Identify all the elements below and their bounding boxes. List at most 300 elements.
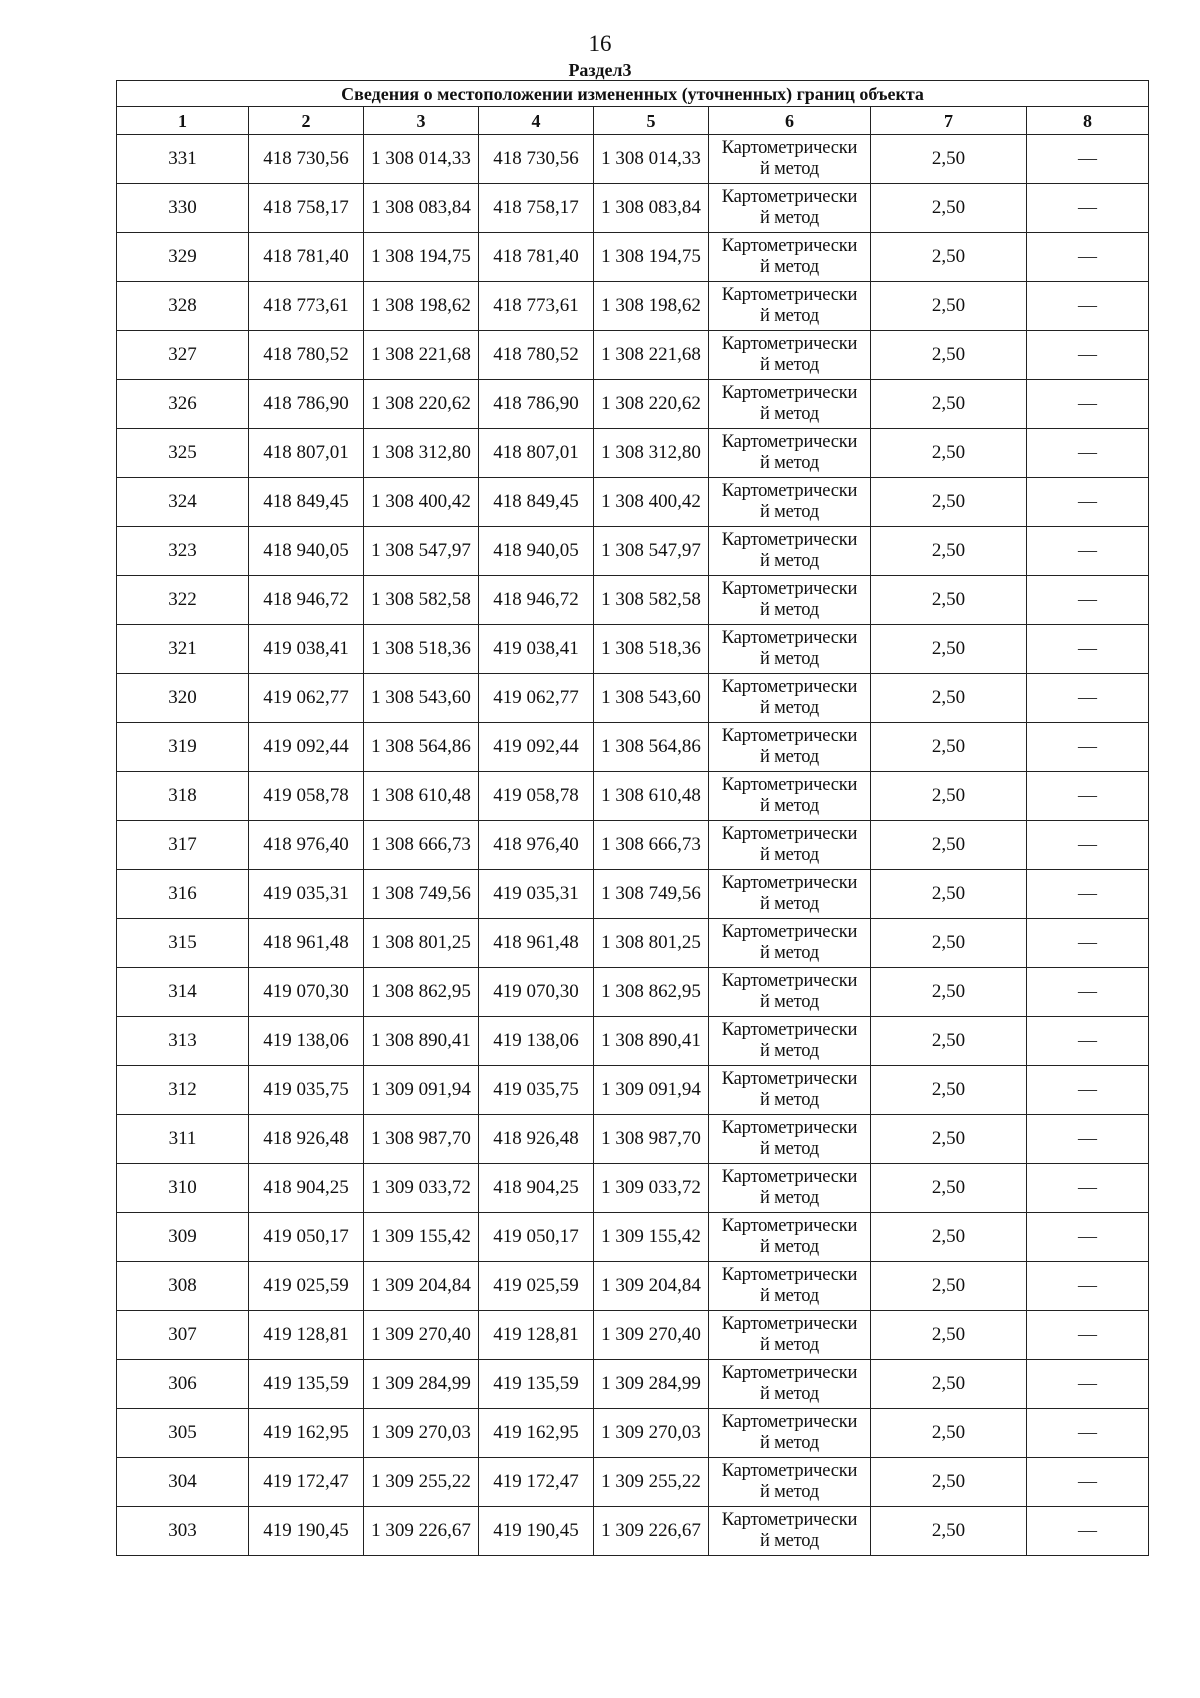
table-row: [117, 821, 1149, 870]
note-cell: —: [1027, 1213, 1149, 1262]
x-refined-cell: 419 128,81: [479, 1311, 594, 1360]
method-line-1: Картометрически: [721, 1265, 858, 1285]
x-refined-cell: 419 035,31: [479, 870, 594, 919]
y-existing-cell: 1 308 083,84: [364, 184, 479, 233]
method-line-1: Картометрически: [721, 1363, 858, 1383]
y-existing-cell: 1 308 862,95: [364, 968, 479, 1017]
method-line-2: й метод: [759, 796, 819, 816]
method-line-2: й метод: [759, 1433, 819, 1453]
table-row: [117, 1164, 1149, 1213]
x-existing-cell: 418 926,48: [249, 1115, 364, 1164]
method-line-2: й метод: [759, 894, 819, 914]
accuracy-cell: 2,50: [871, 1262, 1027, 1311]
method-line-1: Картометрически: [721, 1167, 858, 1187]
point-number-cell: 304: [117, 1458, 249, 1507]
method-line-2: й метод: [759, 1139, 819, 1159]
table-row: [117, 331, 1149, 380]
table-caption-row: [117, 81, 1149, 107]
method-line-2: й метод: [759, 1531, 819, 1551]
point-number-cell: 312: [117, 1066, 249, 1115]
method-line-1: Картометрически: [721, 138, 858, 158]
y-refined-cell: 1 308 547,97: [594, 527, 709, 576]
y-refined-cell: 1 308 801,25: [594, 919, 709, 968]
method-line-1: Картометрически: [721, 1314, 858, 1334]
column-header-4: 4: [479, 107, 594, 135]
y-refined-cell: 1 308 543,60: [594, 674, 709, 723]
x-refined-cell: 418 773,61: [479, 282, 594, 331]
x-existing-cell: 419 190,45: [249, 1507, 364, 1556]
method-cell: [709, 1262, 871, 1311]
method-line-1: Картометрически: [721, 1510, 858, 1530]
method-line-1: Картометрически: [721, 677, 858, 697]
note-cell: —: [1027, 1017, 1149, 1066]
table-row: [117, 919, 1149, 968]
method-cell: [709, 135, 871, 184]
y-existing-cell: 1 308 890,41: [364, 1017, 479, 1066]
coordinates-table: [116, 80, 1149, 1556]
x-refined-cell: 419 135,59: [479, 1360, 594, 1409]
x-existing-cell: 418 946,72: [249, 576, 364, 625]
method-line-2: й метод: [759, 453, 819, 473]
method-line-1: Картометрически: [721, 1069, 858, 1089]
note-cell: —: [1027, 772, 1149, 821]
method-line-2: й метод: [759, 1237, 819, 1257]
table-row: [117, 1017, 1149, 1066]
method-line-2: й метод: [759, 551, 819, 571]
y-existing-cell: 1 309 204,84: [364, 1262, 479, 1311]
y-refined-cell: 1 309 255,22: [594, 1458, 709, 1507]
x-existing-cell: 418 781,40: [249, 233, 364, 282]
method-cell: [709, 527, 871, 576]
method-line-1: Картометрически: [721, 187, 858, 207]
method-line-2: й метод: [759, 992, 819, 1012]
y-refined-cell: 1 308 312,80: [594, 429, 709, 478]
accuracy-cell: 2,50: [871, 429, 1027, 478]
point-number-cell: 325: [117, 429, 249, 478]
y-existing-cell: 1 309 270,03: [364, 1409, 479, 1458]
y-refined-cell: 1 308 194,75: [594, 233, 709, 282]
point-number-cell: 305: [117, 1409, 249, 1458]
y-refined-cell: 1 309 033,72: [594, 1164, 709, 1213]
table-row: [117, 1360, 1149, 1409]
note-cell: —: [1027, 429, 1149, 478]
table-body: [117, 135, 1149, 1556]
table-row: [117, 1409, 1149, 1458]
note-cell: —: [1027, 478, 1149, 527]
method-cell: [709, 478, 871, 527]
accuracy-cell: 2,50: [871, 527, 1027, 576]
method-cell: [709, 282, 871, 331]
table-row: [117, 674, 1149, 723]
y-refined-cell: 1 308 198,62: [594, 282, 709, 331]
method-line-1: Картометрически: [721, 873, 858, 893]
method-line-2: й метод: [759, 943, 819, 963]
point-number-cell: 303: [117, 1507, 249, 1556]
method-line-1: Картометрически: [721, 1412, 858, 1432]
accuracy-cell: 2,50: [871, 1458, 1027, 1507]
method-cell: [709, 968, 871, 1017]
note-cell: —: [1027, 723, 1149, 772]
x-existing-cell: 419 038,41: [249, 625, 364, 674]
method-line-1: Картометрически: [721, 1216, 858, 1236]
y-refined-cell: 1 309 091,94: [594, 1066, 709, 1115]
note-cell: —: [1027, 1507, 1149, 1556]
x-existing-cell: 418 786,90: [249, 380, 364, 429]
y-refined-cell: 1 308 890,41: [594, 1017, 709, 1066]
method-line-1: Картометрически: [721, 922, 858, 942]
point-number-cell: 329: [117, 233, 249, 282]
table-row: [117, 968, 1149, 1017]
y-refined-cell: 1 309 270,40: [594, 1311, 709, 1360]
x-existing-cell: 418 773,61: [249, 282, 364, 331]
x-refined-cell: 418 849,45: [479, 478, 594, 527]
point-number-cell: 328: [117, 282, 249, 331]
method-cell: [709, 1458, 871, 1507]
method-cell: [709, 1164, 871, 1213]
x-refined-cell: 419 038,41: [479, 625, 594, 674]
point-number-cell: 317: [117, 821, 249, 870]
x-existing-cell: 418 730,56: [249, 135, 364, 184]
x-refined-cell: 418 926,48: [479, 1115, 594, 1164]
x-refined-cell: 419 190,45: [479, 1507, 594, 1556]
x-refined-cell: 419 172,47: [479, 1458, 594, 1507]
method-line-2: й метод: [759, 845, 819, 865]
method-line-1: Картометрически: [721, 775, 858, 795]
accuracy-cell: 2,50: [871, 821, 1027, 870]
x-refined-cell: 419 035,75: [479, 1066, 594, 1115]
method-line-1: Картометрически: [721, 236, 858, 256]
method-line-1: Картометрически: [721, 383, 858, 403]
y-refined-cell: 1 309 270,03: [594, 1409, 709, 1458]
point-number-cell: 314: [117, 968, 249, 1017]
method-line-1: Картометрически: [721, 824, 858, 844]
point-number-cell: 315: [117, 919, 249, 968]
x-existing-cell: 419 062,77: [249, 674, 364, 723]
method-line-1: Картометрически: [721, 628, 858, 648]
x-refined-cell: 419 062,77: [479, 674, 594, 723]
x-existing-cell: 419 128,81: [249, 1311, 364, 1360]
x-existing-cell: 419 070,30: [249, 968, 364, 1017]
method-cell: [709, 576, 871, 625]
y-refined-cell: 1 308 400,42: [594, 478, 709, 527]
y-existing-cell: 1 309 270,40: [364, 1311, 479, 1360]
table-row: [117, 282, 1149, 331]
note-cell: —: [1027, 1360, 1149, 1409]
note-cell: —: [1027, 282, 1149, 331]
table-row: [117, 576, 1149, 625]
y-existing-cell: 1 308 518,36: [364, 625, 479, 674]
method-line-1: Картометрически: [721, 432, 858, 452]
method-line-1: Картометрически: [721, 1118, 858, 1138]
note-cell: —: [1027, 870, 1149, 919]
y-existing-cell: 1 308 547,97: [364, 527, 479, 576]
x-existing-cell: 418 780,52: [249, 331, 364, 380]
method-line-1: Картометрически: [721, 285, 858, 305]
x-refined-cell: 418 946,72: [479, 576, 594, 625]
table-row: [117, 1213, 1149, 1262]
accuracy-cell: 2,50: [871, 723, 1027, 772]
point-number-cell: 322: [117, 576, 249, 625]
point-number-cell: 331: [117, 135, 249, 184]
method-line-2: й метод: [759, 1482, 819, 1502]
method-line-2: й метод: [759, 1041, 819, 1061]
method-cell: [709, 1213, 871, 1262]
method-cell: [709, 429, 871, 478]
table-row: [117, 772, 1149, 821]
note-cell: —: [1027, 1164, 1149, 1213]
table-row: [117, 429, 1149, 478]
table-row: [117, 1262, 1149, 1311]
y-refined-cell: 1 308 014,33: [594, 135, 709, 184]
method-cell: [709, 380, 871, 429]
y-refined-cell: 1 308 221,68: [594, 331, 709, 380]
point-number-cell: 323: [117, 527, 249, 576]
method-line-2: й метод: [759, 1090, 819, 1110]
y-refined-cell: 1 308 083,84: [594, 184, 709, 233]
method-line-2: й метод: [759, 159, 819, 179]
point-number-cell: 316: [117, 870, 249, 919]
y-existing-cell: 1 309 155,42: [364, 1213, 479, 1262]
y-existing-cell: 1 308 801,25: [364, 919, 479, 968]
x-existing-cell: 418 976,40: [249, 821, 364, 870]
point-number-cell: 311: [117, 1115, 249, 1164]
x-existing-cell: 419 135,59: [249, 1360, 364, 1409]
y-existing-cell: 1 309 091,94: [364, 1066, 479, 1115]
accuracy-cell: 2,50: [871, 625, 1027, 674]
column-header-1: 1: [117, 107, 249, 135]
note-cell: —: [1027, 576, 1149, 625]
point-number-cell: 319: [117, 723, 249, 772]
column-header-5: 5: [594, 107, 709, 135]
accuracy-cell: 2,50: [871, 1164, 1027, 1213]
y-existing-cell: 1 308 198,62: [364, 282, 479, 331]
note-cell: —: [1027, 919, 1149, 968]
accuracy-cell: 2,50: [871, 1066, 1027, 1115]
y-refined-cell: 1 308 564,86: [594, 723, 709, 772]
table-row: [117, 1507, 1149, 1556]
note-cell: —: [1027, 1115, 1149, 1164]
accuracy-cell: 2,50: [871, 135, 1027, 184]
y-refined-cell: 1 309 226,67: [594, 1507, 709, 1556]
method-line-2: й метод: [759, 600, 819, 620]
table-row: [117, 1458, 1149, 1507]
x-existing-cell: 419 058,78: [249, 772, 364, 821]
column-header-7: 7: [871, 107, 1027, 135]
x-refined-cell: 418 758,17: [479, 184, 594, 233]
accuracy-cell: 2,50: [871, 282, 1027, 331]
method-line-2: й метод: [759, 747, 819, 767]
table-row: [117, 723, 1149, 772]
accuracy-cell: 2,50: [871, 1115, 1027, 1164]
point-number-cell: 330: [117, 184, 249, 233]
method-line-1: Картометрически: [721, 971, 858, 991]
note-cell: —: [1027, 625, 1149, 674]
point-number-cell: 313: [117, 1017, 249, 1066]
note-cell: —: [1027, 1262, 1149, 1311]
y-refined-cell: 1 308 862,95: [594, 968, 709, 1017]
table-row: [117, 233, 1149, 282]
y-existing-cell: 1 308 014,33: [364, 135, 479, 184]
method-cell: [709, 1017, 871, 1066]
method-cell: [709, 1311, 871, 1360]
note-cell: —: [1027, 135, 1149, 184]
method-line-2: й метод: [759, 404, 819, 424]
method-cell: [709, 625, 871, 674]
y-refined-cell: 1 308 666,73: [594, 821, 709, 870]
method-cell: [709, 184, 871, 233]
point-number-cell: 307: [117, 1311, 249, 1360]
point-number-cell: 324: [117, 478, 249, 527]
method-line-1: Картометрически: [721, 1020, 858, 1040]
note-cell: —: [1027, 1458, 1149, 1507]
y-existing-cell: 1 308 610,48: [364, 772, 479, 821]
method-line-1: Картометрически: [721, 334, 858, 354]
y-refined-cell: 1 308 749,56: [594, 870, 709, 919]
table-header-row: [117, 107, 1149, 135]
accuracy-cell: 2,50: [871, 1360, 1027, 1409]
x-refined-cell: 418 730,56: [479, 135, 594, 184]
x-refined-cell: 418 780,52: [479, 331, 594, 380]
note-cell: —: [1027, 968, 1149, 1017]
x-refined-cell: 419 070,30: [479, 968, 594, 1017]
point-number-cell: 321: [117, 625, 249, 674]
x-refined-cell: 419 058,78: [479, 772, 594, 821]
x-existing-cell: 418 807,01: [249, 429, 364, 478]
accuracy-cell: 2,50: [871, 968, 1027, 1017]
table-row: [117, 1311, 1149, 1360]
method-cell: [709, 919, 871, 968]
column-header-3: 3: [364, 107, 479, 135]
note-cell: —: [1027, 527, 1149, 576]
method-line-2: й метод: [759, 1188, 819, 1208]
point-number-cell: 318: [117, 772, 249, 821]
accuracy-cell: 2,50: [871, 919, 1027, 968]
method-cell: [709, 870, 871, 919]
y-refined-cell: 1 308 220,62: [594, 380, 709, 429]
column-header-8: 8: [1027, 107, 1149, 135]
y-existing-cell: 1 309 226,67: [364, 1507, 479, 1556]
method-cell: [709, 1409, 871, 1458]
y-refined-cell: 1 308 518,36: [594, 625, 709, 674]
x-refined-cell: 418 961,48: [479, 919, 594, 968]
accuracy-cell: 2,50: [871, 1507, 1027, 1556]
y-existing-cell: 1 308 749,56: [364, 870, 479, 919]
method-cell: [709, 1507, 871, 1556]
column-header-6: 6: [709, 107, 871, 135]
accuracy-cell: 2,50: [871, 674, 1027, 723]
accuracy-cell: 2,50: [871, 772, 1027, 821]
y-existing-cell: 1 308 221,68: [364, 331, 479, 380]
note-cell: —: [1027, 233, 1149, 282]
method-cell: [709, 723, 871, 772]
y-existing-cell: 1 308 666,73: [364, 821, 479, 870]
y-existing-cell: 1 309 033,72: [364, 1164, 479, 1213]
accuracy-cell: 2,50: [871, 576, 1027, 625]
table-row: [117, 870, 1149, 919]
method-line-2: й метод: [759, 306, 819, 326]
x-refined-cell: 419 050,17: [479, 1213, 594, 1262]
accuracy-cell: 2,50: [871, 380, 1027, 429]
method-cell: [709, 1066, 871, 1115]
y-existing-cell: 1 309 255,22: [364, 1458, 479, 1507]
x-refined-cell: 418 940,05: [479, 527, 594, 576]
table-row: [117, 380, 1149, 429]
x-existing-cell: 419 025,59: [249, 1262, 364, 1311]
x-existing-cell: 418 904,25: [249, 1164, 364, 1213]
method-line-2: й метод: [759, 1384, 819, 1404]
y-existing-cell: 1 308 582,58: [364, 576, 479, 625]
y-refined-cell: 1 309 284,99: [594, 1360, 709, 1409]
method-line-2: й метод: [759, 1286, 819, 1306]
method-line-2: й метод: [759, 257, 819, 277]
point-number-cell: 320: [117, 674, 249, 723]
y-existing-cell: 1 308 400,42: [364, 478, 479, 527]
x-existing-cell: 419 162,95: [249, 1409, 364, 1458]
method-line-1: Картометрически: [721, 481, 858, 501]
accuracy-cell: 2,50: [871, 233, 1027, 282]
method-cell: [709, 674, 871, 723]
point-number-cell: 310: [117, 1164, 249, 1213]
table-row: [117, 527, 1149, 576]
y-existing-cell: 1 309 284,99: [364, 1360, 479, 1409]
x-refined-cell: 419 138,06: [479, 1017, 594, 1066]
x-existing-cell: 418 849,45: [249, 478, 364, 527]
method-line-2: й метод: [759, 698, 819, 718]
point-number-cell: 306: [117, 1360, 249, 1409]
point-number-cell: 326: [117, 380, 249, 429]
method-line-2: й метод: [759, 1335, 819, 1355]
x-existing-cell: 419 092,44: [249, 723, 364, 772]
x-existing-cell: 418 758,17: [249, 184, 364, 233]
method-line-1: Картометрически: [721, 1461, 858, 1481]
note-cell: —: [1027, 331, 1149, 380]
note-cell: —: [1027, 1311, 1149, 1360]
note-cell: —: [1027, 674, 1149, 723]
method-cell: [709, 1360, 871, 1409]
accuracy-cell: 2,50: [871, 870, 1027, 919]
method-line-2: й метод: [759, 502, 819, 522]
y-existing-cell: 1 308 220,62: [364, 380, 479, 429]
y-refined-cell: 1 309 155,42: [594, 1213, 709, 1262]
table-row: [117, 625, 1149, 674]
y-existing-cell: 1 308 194,75: [364, 233, 479, 282]
note-cell: —: [1027, 1066, 1149, 1115]
note-cell: —: [1027, 184, 1149, 233]
x-existing-cell: 419 138,06: [249, 1017, 364, 1066]
x-existing-cell: 419 035,75: [249, 1066, 364, 1115]
x-refined-cell: 418 976,40: [479, 821, 594, 870]
x-refined-cell: 418 904,25: [479, 1164, 594, 1213]
table-row: [117, 1066, 1149, 1115]
method-cell: [709, 821, 871, 870]
accuracy-cell: 2,50: [871, 1311, 1027, 1360]
method-cell: [709, 772, 871, 821]
method-cell: [709, 331, 871, 380]
y-existing-cell: 1 308 543,60: [364, 674, 479, 723]
y-existing-cell: 1 308 312,80: [364, 429, 479, 478]
x-refined-cell: 418 807,01: [479, 429, 594, 478]
accuracy-cell: 2,50: [871, 1017, 1027, 1066]
method-line-1: Картометрически: [721, 726, 858, 746]
point-number-cell: 327: [117, 331, 249, 380]
note-cell: —: [1027, 380, 1149, 429]
note-cell: —: [1027, 1409, 1149, 1458]
table-row: [117, 135, 1149, 184]
point-number-cell: 309: [117, 1213, 249, 1262]
y-refined-cell: 1 308 582,58: [594, 576, 709, 625]
table-row: [117, 478, 1149, 527]
y-refined-cell: 1 309 204,84: [594, 1262, 709, 1311]
